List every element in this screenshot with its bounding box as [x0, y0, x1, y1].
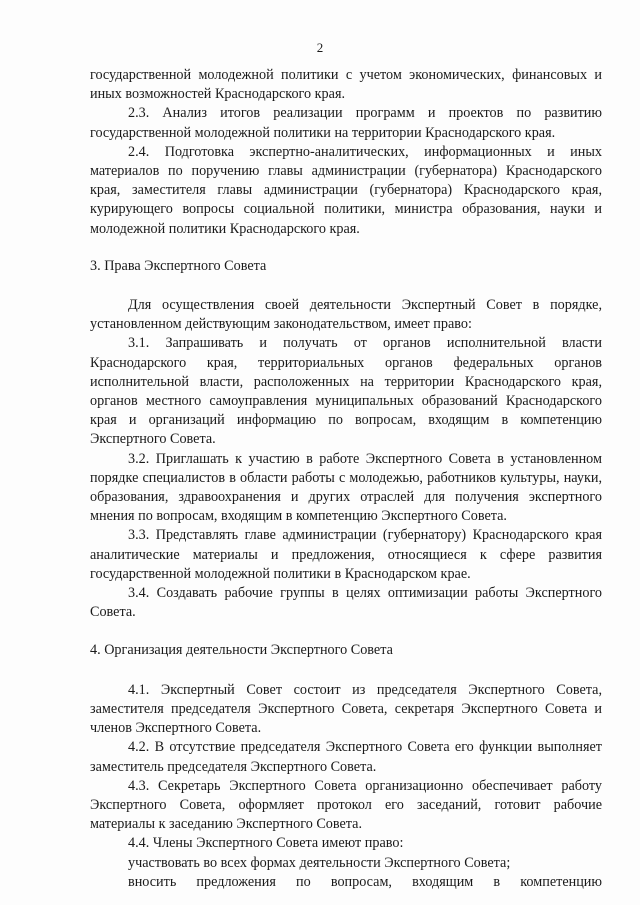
item-2-3: 2.3. Анализ итогов реализации программ и проектов по развитию государственной молодежной политики на территории Краснодарского края.: [90, 105, 602, 141]
item-4-4-a: участвовать во всех формах деятельности Экспертного Совета;: [128, 854, 511, 871]
item-3-3: 3.3. Представлять главе администрации (губернатору) Краснодарского края аналитические материалы и предложения, относящиеся к сфере развития государственной молодежной политики в Краснодарском крае.: [90, 527, 602, 582]
section3-heading: 3. Права Экспертного Совета: [90, 257, 267, 274]
item-4-1: 4.1. Экспертный Совет состоит из председателя Экспертного Совета, заместителя председателя Экспертного Совета, секретаря Экспертного Совета и членов Экспертного Совета.: [90, 681, 602, 737]
section4-heading: 4. Организация деятельности Экспертного Совета: [90, 642, 393, 659]
item-3-1: 3.1. Запрашивать и получать от органов исполнительной власти Краснодарского края, территориальных органов федеральных органов исполнительной власти, расположенных на территории Краснодарского края, органов местного самоуправления муниципальных образований Краснодарского края и организаций информацию по вопросам, входящим в компетенцию Экспертного Совета.: [90, 335, 602, 448]
item-4-4-b: вносить предложения по вопросам, входящим в компетенцию: [128, 873, 602, 890]
item-4-3: 4.3. Секретарь Экспертного Совета организационно обеспечивает работу Экспертного Совета, оформляет протокол его заседаний, готовит рабочие материалы к заседанию Экспертного Совета.: [90, 777, 602, 833]
section3-intro: Для осуществления своей деятельности Экспертный Совет в порядке, установленном действующим законодательством, имеет право:: [90, 297, 602, 333]
item-3-2: 3.2. Приглашать к участию в работе Экспертного Совета в установленном порядке специалистов в области работы с молодежью, работников культуры, науки, образования, здравоохранения и других отраслей для получения экспертного мнения по вопросам, входящим в компетенцию Экспертного Совета.: [90, 450, 602, 525]
item-3-4: 3.4. Создавать рабочие группы в целях оптимизации работы Экспертного Совета.: [90, 585, 602, 621]
item-2-4: 2.4. Подготовка экспертно-аналитических, информационных и иных материалов по поручению главы администрации (губернатора) Краснодарского края, заместителя главы администрации (губернатора) Краснодарского края, курирующего вопросы социальной политики, министра образования, науки и молодежной политики Краснодарского края.: [90, 143, 602, 237]
item-4-2: 4.2. В отсутствие председателя Экспертного Совета его функции выполняет заместитель председателя Экспертного Совета.: [90, 739, 602, 775]
section2-continuation: государственной молодежной политики с учетом экономических, финансовых и иных возможностей Краснодарского края.: [90, 67, 602, 103]
document-body: [90, 66, 602, 892]
page-number: 2: [316, 40, 324, 55]
item-4-4: 4.4. Члены Экспертного Совета имеют право:: [128, 835, 404, 852]
